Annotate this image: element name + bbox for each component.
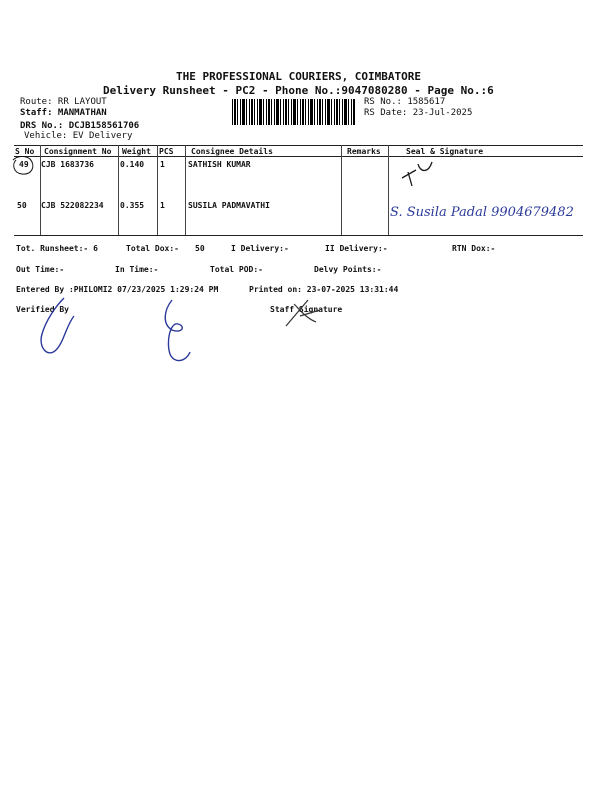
entered-by: Entered By :PHILOMI2 07/23/2025 1:29:24 PM	[16, 285, 219, 294]
header-seal: Seal & Signature	[406, 147, 484, 156]
row2-consignee: SUSILA PADMAVATHI	[188, 201, 270, 210]
row1-sno: 49	[19, 160, 29, 169]
rs-number: RS No.: 1585617	[364, 97, 446, 107]
table-header-line	[14, 156, 583, 157]
row1-consignee: SATHISH KUMAR	[188, 160, 251, 169]
table-top-line	[14, 145, 583, 146]
drs-number: DRS No.: DCJB158561706	[20, 121, 140, 131]
row2-sno: 50	[17, 201, 27, 210]
printed-on: Printed on: 23-07-2025 13:31:44	[249, 285, 399, 294]
row1-weight: 0.140	[120, 160, 145, 169]
col-divider	[118, 145, 119, 235]
col-divider	[40, 145, 41, 235]
total-pod-label: Total POD:-	[210, 265, 263, 274]
row2-weight: 0.355	[120, 201, 145, 210]
out-time-label: Out Time:-	[16, 265, 65, 274]
rtn-dox-label: RTN Dox:-	[452, 244, 496, 253]
in-time-label: In Time:-	[115, 265, 159, 274]
col-divider	[341, 145, 342, 235]
verified-by-label: Verified By	[16, 305, 69, 314]
header-remarks: Remarks	[347, 147, 381, 156]
col-divider	[185, 145, 186, 235]
rs-date: RS Date: 23-Jul-2025	[364, 108, 473, 118]
runsheet-title: Delivery Runsheet - PC2 - Phone No.:9047080280 - Page No.:6	[103, 84, 494, 97]
delvy-points-label: Delvy Points:-	[314, 265, 382, 274]
total-dox-label: Total Dox:-	[126, 244, 179, 253]
vehicle-label: Vehicle: EV Delivery	[24, 131, 133, 141]
header-consignment: Consignment No	[44, 147, 112, 156]
ii-delivery-label: II Delivery:-	[325, 244, 388, 253]
staff-label: Staff: MANMATHAN	[20, 108, 107, 118]
i-delivery-label: I Delivery:-	[231, 244, 289, 253]
row2-pcs: 1	[160, 201, 165, 210]
staff-signature-label: Staff Signature	[270, 305, 343, 314]
total-runsheet: Tot. Runsheet:- 6	[16, 244, 98, 253]
verified-by-signature-2	[158, 296, 198, 368]
row1-pcs: 1	[160, 160, 165, 169]
staff-signature-mark	[280, 296, 330, 336]
route-label: Route: RR LAYOUT	[20, 97, 107, 107]
header-consignee: Consignee Details	[191, 147, 273, 156]
header-weight: Weight	[122, 147, 151, 156]
header-pcs: PCS	[159, 147, 174, 156]
col-divider	[157, 145, 158, 235]
row1-consignment: CJB 1683736	[41, 160, 94, 169]
seal-signature-row2	[386, 194, 576, 244]
total-dox-value: 50	[195, 244, 205, 253]
verified-by-signature	[34, 296, 80, 362]
row2-consignment: CJB 522082234	[41, 201, 104, 210]
signature-name: S. Susila Padal 9904679482	[390, 205, 574, 220]
seal-signature-row1	[398, 156, 438, 192]
header-sno: S No	[15, 147, 35, 156]
barcode-image	[232, 99, 356, 125]
handwritten-circle-mark	[10, 154, 40, 178]
company-title: THE PROFESSIONAL COURIERS, COIMBATORE	[176, 70, 422, 83]
